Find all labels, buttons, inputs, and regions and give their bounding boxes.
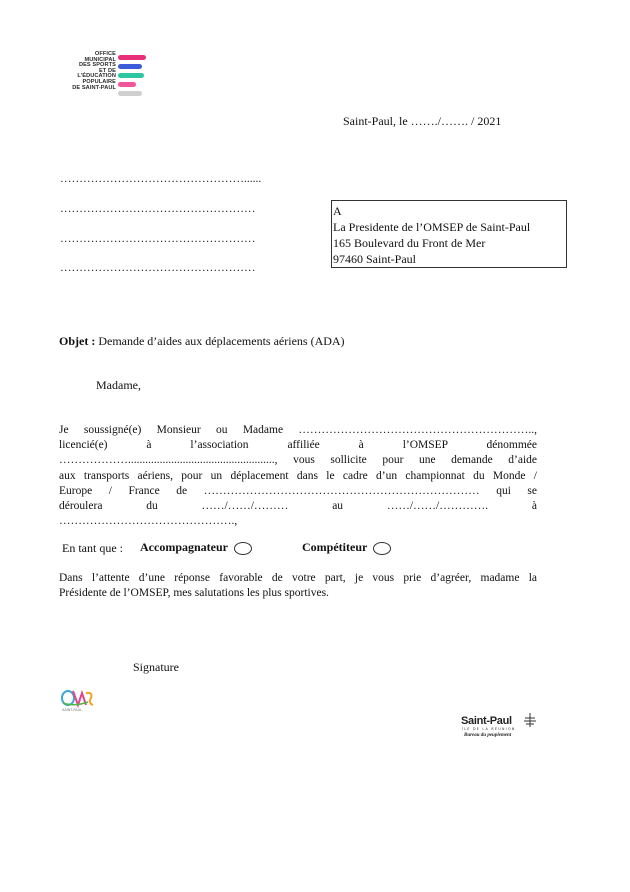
role-label: En tant que : bbox=[62, 541, 123, 555]
omsep-logo bbox=[60, 52, 150, 96]
sender-line-1: …………………………………………...... bbox=[60, 173, 262, 185]
logo-text: OFFICE MUNICIPAL DES SPORTS ET DE L'ÉDUCATION POPULAIRE DE SAINT-PAUL bbox=[72, 51, 116, 91]
stamp-tagline: Bureau du peuplement bbox=[464, 733, 512, 738]
logo-stripe-blue bbox=[118, 64, 142, 69]
paragraph-line: Je soussigné(e) Monsieur ou Madame …………………………………………………….., bbox=[59, 424, 537, 436]
paragraph-line: ………………………………………., bbox=[59, 515, 238, 528]
paragraph-line: Présidente de l’OMSEP, mes salutations les plus sportives. bbox=[59, 587, 329, 600]
paragraph-line: ………………..................................................., vous sollicite pour une demande d’aide bbox=[59, 454, 537, 467]
paragraph-line: aux transports aériens, pour un déplacement dans le cadre d’un championnat du Monde / bbox=[59, 469, 537, 482]
role-option-accompagnateur[interactable] bbox=[140, 540, 252, 555]
accompagnateur-label: Accompagnateur bbox=[140, 540, 228, 554]
signature-label: Signature bbox=[133, 660, 179, 674]
paragraph-line: Dans l’attente d’une réponse favorable de votre part, je vous prie d’agréer, madame la bbox=[59, 572, 537, 584]
competiteur-label: Compétiteur bbox=[302, 540, 368, 554]
sender-line-3: …………………………………………… bbox=[60, 233, 256, 245]
competiteur-radio[interactable] bbox=[373, 542, 391, 555]
logo-stripe-green bbox=[118, 73, 144, 78]
objet-label: Objet : bbox=[59, 334, 96, 348]
paragraph-line: déroulera du ……/……/……… au ……/……/…………. à bbox=[59, 500, 537, 513]
role-option-competiteur[interactable] bbox=[302, 540, 391, 555]
logo-stripe-grey bbox=[118, 91, 142, 96]
recipient-line-4: 97460 Saint-Paul bbox=[333, 252, 416, 266]
recipient-address-box bbox=[331, 200, 567, 268]
saint-paul-small-logo bbox=[58, 687, 98, 713]
tree-icon bbox=[521, 712, 539, 728]
stamp-name: Saint-Paul bbox=[461, 715, 512, 727]
sender-line-4: …………………………………………… bbox=[60, 262, 256, 274]
small-logo-caption: SAINT-PAUL bbox=[62, 708, 83, 712]
accompagnateur-radio[interactable] bbox=[234, 542, 252, 555]
date-line: Saint-Paul, le ……./……. / 2021 bbox=[343, 114, 502, 128]
paragraph-line: licencié(e) à l’association affiliée à l’OMSEP dénommée bbox=[59, 439, 537, 452]
saint-paul-stamp-logo bbox=[455, 712, 540, 742]
stamp-sub: ÎLE DE LA RÉUNION bbox=[462, 727, 516, 731]
sender-line-2: …………………………………………… bbox=[60, 203, 256, 215]
logo-stripe-magenta bbox=[118, 82, 136, 87]
recipient-line-3: 165 Boulevard du Front de Mer bbox=[333, 236, 486, 250]
salutation: Madame, bbox=[96, 378, 141, 392]
request-paragraph bbox=[59, 423, 537, 529]
logo-stripe-pink bbox=[118, 55, 146, 60]
recipient-line-2: La Presidente de l’OMSEP de Saint-Paul bbox=[333, 220, 531, 234]
closing-paragraph bbox=[59, 571, 537, 601]
role-row bbox=[62, 541, 123, 556]
objet-text: Demande d’aides aux déplacements aériens (ADA) bbox=[98, 334, 345, 348]
recipient-line-1: A bbox=[333, 204, 342, 218]
paragraph-line: Europe / France de ……………………………………………………………… qui se bbox=[59, 484, 537, 497]
objet-line bbox=[59, 334, 345, 349]
